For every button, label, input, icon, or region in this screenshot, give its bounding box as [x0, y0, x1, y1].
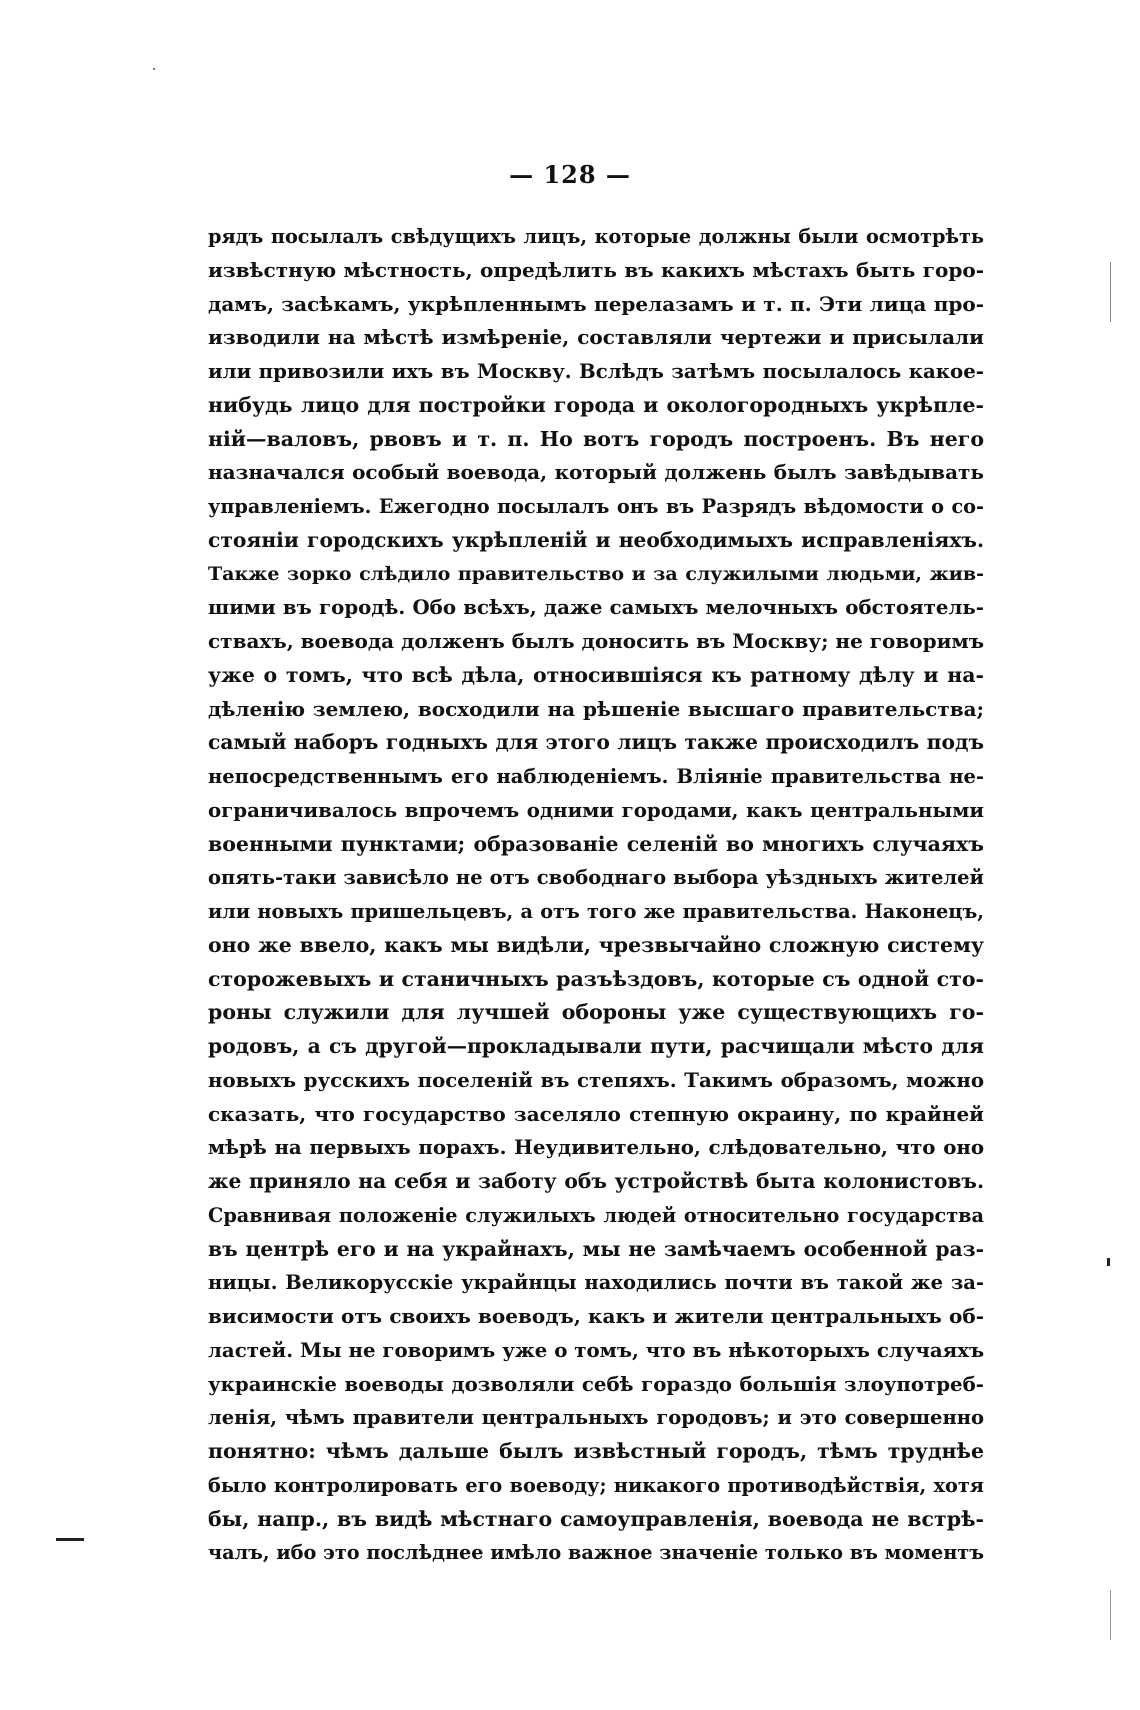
scan-mark	[1110, 262, 1111, 322]
text-line: военными пунктами; образованіе селеній во многихъ случаяхъ	[208, 831, 984, 856]
text-line: ствахъ, воевода долженъ былъ доносить въ Москву; не говоримъ	[208, 629, 984, 653]
text-line: Сравнивая положеніе служилыхъ людей относительно государства	[208, 1203, 984, 1227]
text-line: рядъ посылалъ свѣдущихъ лицъ, которые должны были осмотрѣть	[208, 225, 984, 248]
text-line: ницы. Великорусскіе украйнцы находились почти въ такой же за-	[208, 1271, 984, 1295]
text-line: ній—валовъ, рвовъ и т. п. Но вотъ городъ построенъ. Въ него	[208, 426, 984, 451]
text-line: оно же ввело, какъ мы видѣли, чрезвычайно сложную систему	[208, 932, 984, 957]
text-line: роны служили для лучшей обороны уже существующихъ го-	[208, 1000, 984, 1025]
text-line: въ центрѣ его и на украйнахъ, мы не замѣчаемъ особенной раз-	[208, 1236, 984, 1261]
text-line: мѣрѣ на первыхъ порахъ. Неудивительно, слѣдовательно, что оно	[208, 1135, 984, 1160]
text-line: сказать, что государство заселяло степную окраину, по крайней	[208, 1101, 984, 1126]
text-line: самый наборъ годныхъ для этого лицъ также происходилъ подъ	[208, 730, 984, 755]
text-line: или привозили ихъ въ Москву. Вслѣдъ затѣмъ посылалось какое-	[208, 359, 984, 383]
scan-mark	[1110, 1590, 1111, 1640]
text-line: управленіемъ. Ежегодно посылалъ онъ въ Разрядъ вѣдомости о со-	[208, 495, 984, 518]
scan-mark	[56, 1538, 84, 1541]
text-line: ленія, чѣмъ правители центральныхъ городовъ; и это совершенно	[208, 1406, 984, 1430]
text-line: опять-таки зависѣло не отъ свободнаго выбора уѣздныхъ жителей	[208, 866, 984, 890]
text-line: или новыхъ пришельцевъ, а отъ того же правительства. Наконецъ,	[208, 900, 984, 923]
text-line: родовъ, а съ другой—прокладывали пути, расчищали мѣсто для	[208, 1034, 984, 1058]
text-line: ограничивалось впрочемъ одними городами, какъ центральными	[208, 797, 984, 822]
text-line: дѣленію землею, восходили на рѣшеніе высшаго правительства;	[208, 696, 984, 721]
scan-mark	[153, 68, 155, 70]
scan-mark	[1107, 1258, 1110, 1266]
text-line: же приняло на себя и заботу объ устройствѣ быта колонистовъ.	[208, 1169, 984, 1193]
text-line: ластей. Мы не говоримъ уже о томъ, что въ нѣкоторыхъ случаяхъ	[208, 1337, 984, 1362]
text-line: украинскіе воеводы дозволяли себѣ гораздо большія злоупотреб-	[208, 1371, 984, 1396]
text-line: шими въ городѣ. Обо всѣхъ, даже самыхъ мелочныхъ обстоятель-	[208, 595, 984, 620]
text-line: сторожевыхъ и станичныхъ разъѣздовъ, которые съ одной сто-	[208, 966, 984, 991]
text-line: понятно: чѣмъ дальше былъ извѣстный городъ, тѣмъ труднѣе	[208, 1439, 984, 1463]
body-text	[208, 220, 984, 1570]
text-line: новыхъ русскихъ поселеній въ степяхъ. Такимъ образомъ, можно	[208, 1067, 984, 1092]
text-line: уже о томъ, что всѣ дѣла, относившіяся къ ратному дѣлу и на-	[208, 662, 984, 687]
text-line: извѣстную мѣстность, опредѣлить въ какихъ мѣстахъ быть горо-	[208, 257, 984, 282]
page-number: — 128 —	[509, 160, 631, 189]
text-line: Также зорко слѣдило правительство и за служилыми людьми, жив-	[208, 562, 984, 585]
text-line: бы, напр., въ видѣ мѣстнаго самоуправленія, воевода не встрѣ-	[208, 1506, 984, 1531]
text-line: чалъ, ибо это послѣднее имѣло важное значеніе только въ моментъ	[208, 1541, 984, 1565]
text-line: стояніи городскихъ укрѣпленій и необходимыхъ исправленіяхъ.	[208, 527, 984, 552]
text-line: дамъ, засѣкамъ, укрѣпленнымъ перелазамъ и т. п. Эти лица про-	[208, 291, 984, 316]
text-line: назначался особый воевода, который должень былъ завѣдывать	[208, 460, 984, 485]
text-line: нибудь лицо для постройки города и окологородныхъ укрѣпле-	[208, 392, 984, 417]
text-line: изводили на мѣстѣ измѣреніе, составляли чертежи и присылали	[208, 325, 984, 350]
text-line: висимости отъ своихъ воеводъ, какъ и жители центральныхъ об-	[208, 1304, 984, 1328]
text-line: непосредственнымъ его наблюденіемъ. Вліяніе правительства не-	[208, 765, 984, 788]
text-line: было контролировать его воеводу; никакого противодѣйствія, хотя	[208, 1473, 984, 1497]
